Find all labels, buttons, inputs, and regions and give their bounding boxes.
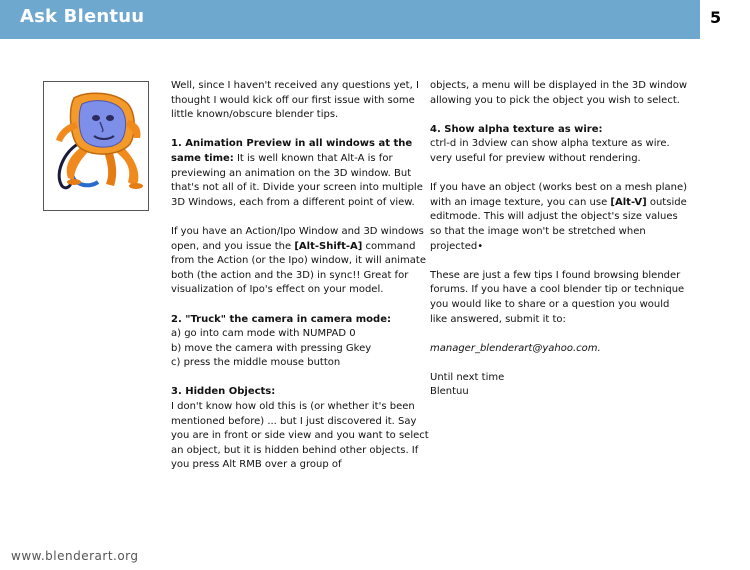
signoff-paragraph: [430, 371, 688, 400]
email-paragraph: [430, 342, 688, 357]
tip2-line-c: c) press the middle mouse button: [171, 357, 341, 369]
tip2-heading: 2. "Truck" the camera in camera mode:: [171, 313, 391, 325]
tip4-text-2b: outside editmode. This will adjust the object's size values so that the image won't be stretched when projected•: [430, 196, 687, 252]
tip1-paragraph: [171, 137, 429, 210]
tip3-continued: objects, a menu will be displayed in the 3D window allowing you to pick the object you wish to select.: [430, 80, 688, 106]
closing-paragraph: These are just a few tips I found browsing blender forums. If you have a cool blender tip or technique you would like to share or a question you would like answered, submit it to:: [430, 269, 685, 325]
signoff-author: Blentuu: [430, 386, 469, 398]
tip4-text-2a: If you have an object (works best on a mesh plane) with an image texture, you can use: [430, 182, 688, 208]
header-bar: [0, 0, 700, 39]
tip3-paragraph: [171, 385, 429, 473]
article-column-left: [171, 79, 429, 488]
intro-paragraph: Well, since I haven't received any questions yet, I thought I would kick off our first issue with some little known/obscure blender tips.: [171, 80, 419, 121]
tip1-text-2b: command from the Action (or the Ipo) window, it will animate both (the action and the 3D) in sync!! Great for visualization of Ipo's effect on your model.: [171, 240, 426, 296]
article-column-right: [430, 79, 688, 415]
tip3-text: I don't know how old this is (or whether it's been mentioned before) ... but I just discovered it. Say you are in front or side view and you want to select an object, but it is hidden behind other objects. If you press Alt RMB over a group of: [171, 401, 429, 471]
page-title: Ask Blentuu: [20, 6, 145, 27]
tip4-shortcut: [Alt-V]: [610, 196, 647, 208]
signoff-line: Until next time: [430, 371, 505, 383]
tip4-paragraph: [430, 123, 688, 167]
blender-monitor-mascot-icon: [44, 82, 148, 210]
tip1-text-2a: If you have an Action/Ipo Window and 3D windows open, and you issue the: [171, 225, 424, 252]
tip1-shortcut: [Alt-Shift-A]: [294, 240, 363, 252]
tip4-paragraph-2: [430, 181, 688, 254]
tip4-text: ctrl-d in 3dview can show alpha texture as wire. very useful for preview without rendering.: [430, 138, 670, 164]
tip1-heading: 1. Animation Preview in all windows at the same time:: [171, 138, 413, 164]
tip4-heading: 4. Show alpha texture as wire:: [430, 123, 603, 135]
contact-email[interactable]: manager_blenderart@yahoo.com.: [430, 342, 601, 354]
mascot-image: [43, 81, 149, 211]
tip2-line-a: a) go into cam mode with NUMPAD 0: [171, 328, 356, 340]
tip2-line-b: b) move the camera with pressing Gkey: [171, 342, 372, 354]
tip1-text: It is well known that Alt-A is for previewing an animation on the 3D window. But that's not all of it. Divide your screen into multiple 3D Windows, each from a different point of view.: [171, 152, 423, 208]
tip2-paragraph: [171, 313, 429, 371]
page-number: 5: [710, 8, 722, 27]
footer-url[interactable]: www.blenderart.org: [11, 549, 139, 563]
tip3-heading: 3. Hidden Objects:: [171, 386, 276, 398]
tip1-paragraph-2: [171, 225, 429, 298]
